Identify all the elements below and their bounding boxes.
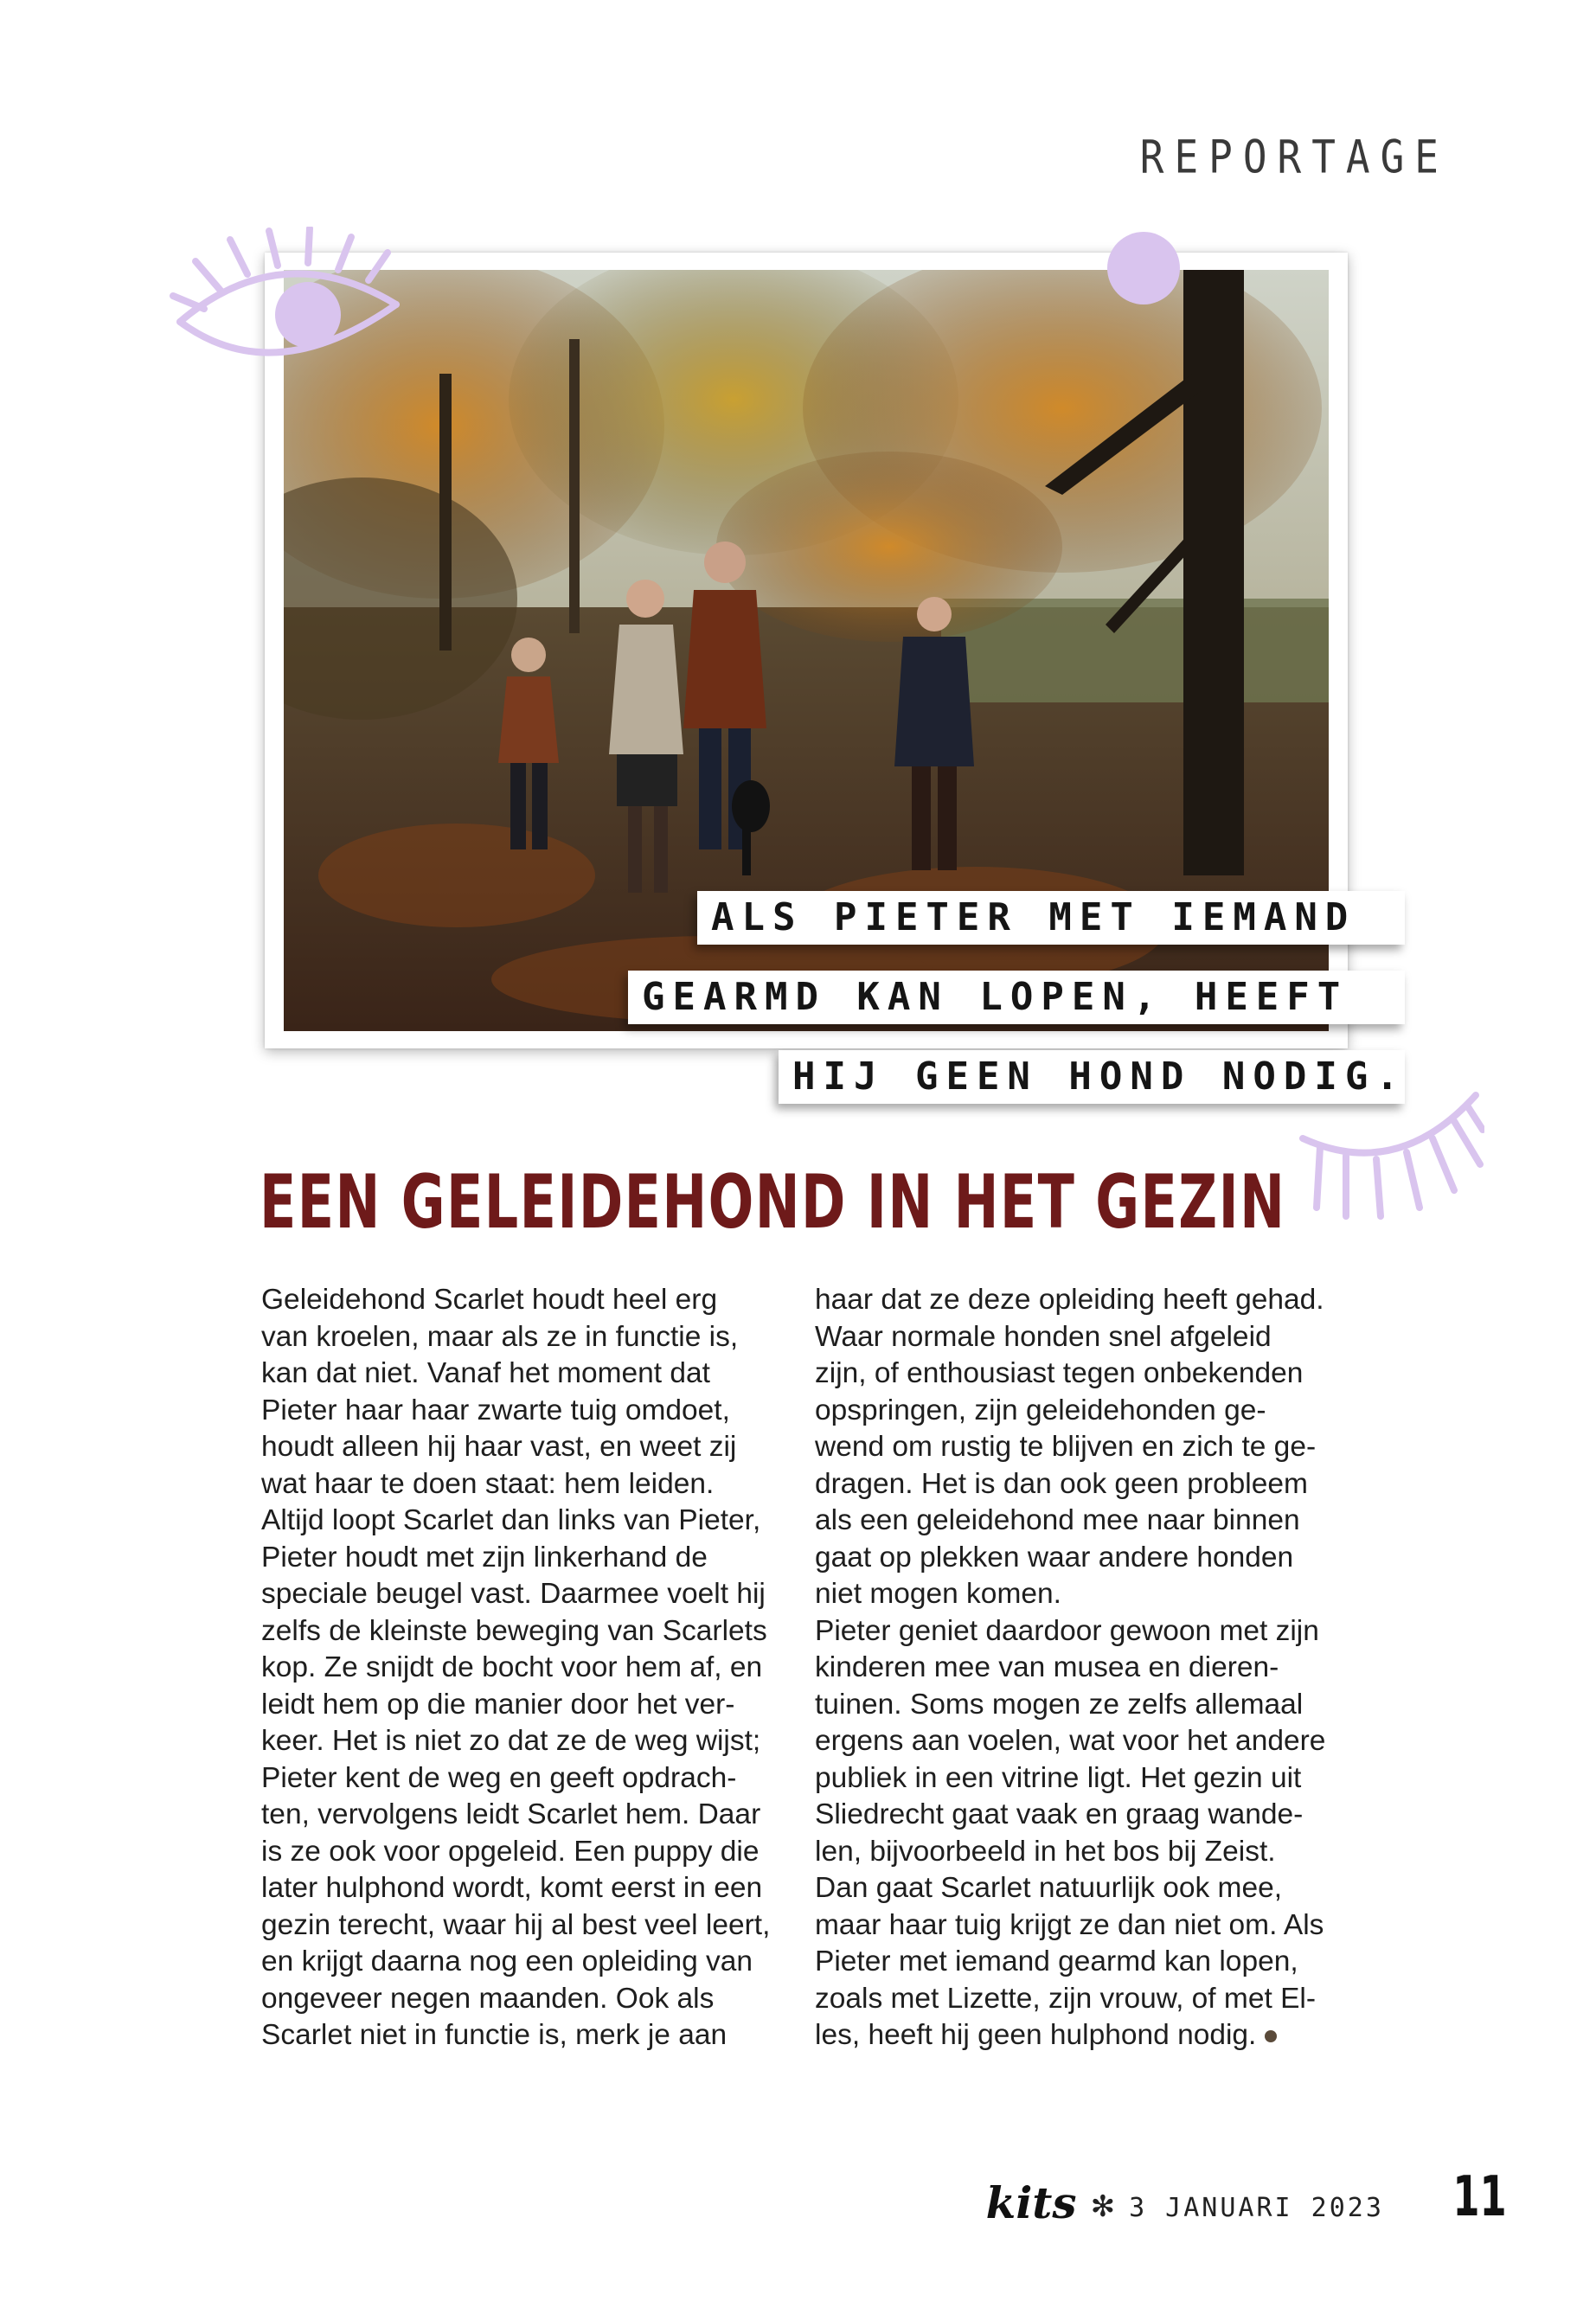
pull-quote-line-2: GEARMD KAN LOPEN, HEEFT [628,971,1405,1024]
pull-quote-line-1: ALS PIETER MET IEMAND [697,891,1405,945]
text-line [815,2017,1360,2054]
text-line: Scarlet niet in functie is, merk je aan [261,2019,727,2051]
text-line: dragen. Het is dan ook geen probleem [815,1467,1308,1500]
text-line: Pieter met iemand gearmd kan lopen, [815,1945,1298,1977]
text-line: speciale beugel vast. Daarmee voelt hij [261,1578,766,1610]
pull-quote-line-3: HIJ GEEN HOND NODIG. [779,1050,1405,1104]
text-line: publiek in een vitrine ligt. Het gezin uit [815,1761,1302,1794]
text-line: ten, vervolgens leidt Scarlet hem. Daar [261,1798,761,1830]
page-footer [985,2164,1518,2229]
text-line: Sliedrecht gaat vaak en graag wande- [815,1798,1304,1830]
asterisk-icon: ✻ [1090,2189,1116,2225]
text-line: gaat op plekken waar andere honden [815,1541,1294,1574]
text-line: Pieter geniet daardoor gewoon met zijn [815,1614,1319,1647]
text-line: Waar normale honden snel afgeleid [815,1320,1272,1353]
text-line: zijn, of enthousiast tegen onbekenden [815,1357,1304,1389]
text-line: niet mogen komen. [815,1578,1061,1610]
text-line: leidt hem op die manier door het ver- [261,1688,735,1721]
decorative-dot [1107,232,1180,304]
magazine-logo: kits [985,2177,1077,2228]
text-line: is ze ook voor opgeleid. Een puppy die [261,1835,760,1868]
text-line: haar dat ze deze opleiding heeft gehad. [815,1284,1324,1316]
eye-icon [170,227,403,400]
text-line: kan dat niet. Vanaf het moment dat [261,1357,710,1389]
text-line: wend om rustig te blijven en zich te ge- [815,1431,1317,1463]
end-mark-icon [1265,2030,1277,2042]
text-line: als een geleidehond mee naar binnen [815,1504,1300,1536]
text-line: van kroelen, maar als ze in functie is, [261,1320,739,1353]
text-line: Pieter houdt met zijn linkerhand de [261,1541,708,1574]
article-headline: EEN GELEIDEHOND IN HET GEZIN [260,1159,1286,1246]
text-line: kop. Ze snijdt de bocht voor hem af, en [261,1651,763,1683]
text-line: wat haar te doen staat: hem leiden. [261,1467,715,1500]
section-label: REPORTAGE [1139,130,1449,184]
text-line: zelfs de kleinste beweging van Scarlets [261,1614,767,1647]
text-line: keer. Het is niet zo dat ze de weg wijst; [261,1725,761,1757]
text-line: kinderen mee van musea en dieren- [815,1651,1279,1683]
text-line: Pieter kent de weg en geeft opdrach- [261,1761,737,1794]
text-line: len, bijvoorbeeld in het bos bij Zeist. [815,1835,1276,1868]
text-line: Altijd loopt Scarlet dan links van Pieter, [261,1504,761,1536]
text-line: Geleidehond Scarlet houdt heel erg [261,1284,718,1316]
text-line: maar haar tuig krijgt ze dan niet om. Als [815,1908,1324,1941]
text-line: houdt alleen hij haar vast, en weet zij [261,1431,737,1463]
article-column-right [815,1282,1360,2054]
issue-date: 3 JANUARI 2023 [1129,2193,1384,2223]
text-line: later hulphond wordt, komt eerst in een [261,1872,763,1904]
text-line: en krijgt daarna nog een opleiding van [261,1945,753,1977]
article-column-left [261,1282,806,2054]
text-line: ongeveer negen maanden. Ook als [261,1982,715,2015]
text-line: opspringen, zijn geleidehonden ge- [815,1394,1266,1426]
text-line: tuinen. Soms mogen ze zelfs allemaal [815,1688,1304,1721]
text-line: gezin terecht, waar hij al best veel leert, [261,1908,771,1941]
text-line: Pieter haar haar zwarte tuig omdoet, [261,1394,730,1426]
last-line-text: les, heeft hij geen hulphond nodig. [815,2019,1257,2051]
text-line: Dan gaat Scarlet natuurlijk ook mee, [815,1872,1283,1904]
text-line: zoals met Lizette, zijn vrouw, of met El- [815,1982,1317,2015]
page-number: 11 [1452,2165,1507,2229]
text-line: ergens aan voelen, wat voor het andere [815,1725,1326,1757]
